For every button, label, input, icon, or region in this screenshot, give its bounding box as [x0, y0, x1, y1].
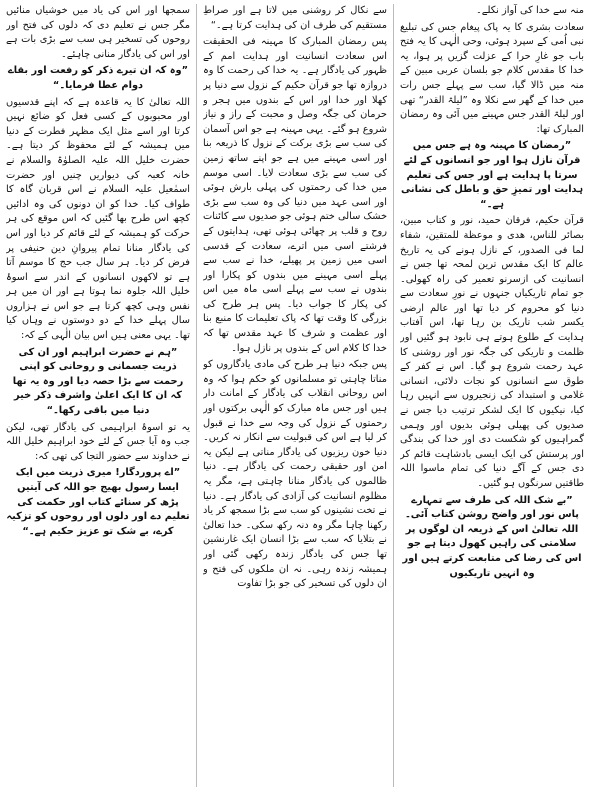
- paragraph: پس رمضان المبارک کا مہینہ فی الحقیقت اس سعادت انسانیت اور ہدایت امم کے ظہور کی یادگار ہے۔ یہ خدا کی رحمت کا وہ دروازہ تھا جو قرآن حکیم کے نزول سے دنیا پر کھلا اور خدا اور اس کے بندوں میں ہجر و حرمان کی جگہ وصل و محبت کے راز و نیاز شروع ہو گئے۔ یہی مہینہ ہے جو اس آسمان کی سب سے بڑی برکت کے نزول کا ذریعہ بنا اور اسی مہینے میں ہے جو اپنے ساتھ زمین کی سب سے بڑی سعادت لایا۔ اسی موسم میں خدا کی رحمتوں کی پہلی بارش ہوئی اور اسی عہد میں دنیا کی وہ سب سے بڑی خشک سالی ختم ہوئی جو صدیوں سے کائنات روح و قلب پر چھائی ہوئی تھی، ہدایتوں کے فرشتے اسی میں اترے، سعادت کے قدسی اسی میں زمین پر پھیلے، خدا نے سب سے پہلے اسی مہینے میں بندوں کو پکارا اور بندوں نے سب سے پہلے اسی ماہ میں اس کی پکار کا جواب دیا۔ پس ہر طرح کی بزرگی کا وقت تھا کہ پاک تعلیمات کا منبع بنا اور عظمت و شرف کا عہد مقدس تھا کہ خدا کا کلام اس کے بندوں پر نازل ہوا۔: [203, 36, 387, 354]
- column-right: [400, 4, 584, 787]
- column-middle: [203, 4, 387, 787]
- quote: ”ہم نے حضرت ابراہیم اور ان کی ذریت جسمانی و روحانی کو اپنی رحمت سے بڑا حصہ دیا اور وہ یہ تھا کہ ان کا ایک اعلیٰ واشرف ذکر خیر دنیا میں باقی رکھا۔“: [12, 346, 184, 417]
- paragraph: قرآن حکیم، فرقان حمید، نور و کتاب مبین، بصائر للناس، هدی و موعظة للمتقین، شفاء لما فی الصدور، کے نازل ہونے کی یہ تاریخ عالم کا ایک مقدس ترین لمحہ تھا جس نے انسانیت کی ازسرنو تعمیر کی راہ کھولی۔ جو تمام تاریکیاں جنہوں نے نورِ سعادت سے دنیا کو محروم کر دیا تھا اور عالم ارضی یکسر شب تاریک بن رہا تھا، اس آفتاب ہدایت کے طلوع ہوتے ہی نابود ہو گئیں اور ظلمت و تاریکی کی جگہ نور اور روشنی کا عہد رحمت شروع ہو گیا۔ اس نے کفر کے طوق سے انسانوں کو نجات دلائی، انسانی غلامی و استبداد کی زنجیروں سے انہیں رہا کیا، نیکیوں کا ایک لشکر ترتیب دیا جس نے صدیوں کی پھیلی ہوئی بدیوں اور وہمی گمراہیوں کو شکست دی اور خدا کی بندگی اور پرستش کی ایک ایسی بادشاہت قائم کر دی جس کے آگے دنیا کی تمام ماسوا اللہ طاقتیں سرنگوں ہو گئیں۔: [400, 215, 584, 489]
- paragraph: پس جبکہ دنیا ہر طرح کی مادی یادگاروں کو مناتا چاہتی تو مسلمانوں کو حکم ہوا کہ وہ اس روحانی انقلاب کی یادگار کے امانت دار ہیں اور جس ماہ مبارک کو الٰہی برکتوں اور رحمتوں کے نزول کی وجہ سے خدا نے قبول کر لیا ہے اس کی قبولیت سے انکار نہ کریں۔ دنیا خون ریزیوں کی یادگار مناتی ہے لیکن یہ امن اور حقیقی رحمت کی یادگار ہے۔ دنیا ظالموں کی یادگار منانا چاہتی ہے، مگر یہ مظلوم انسانیت کی آزادی کی یادگار ہے۔ دنیا نے تخت نشینوں کو سب سے بڑا سمجھ کر یاد رکھنا چاہا مگر وہ دنہ رکھ سکی۔ خدا تعالیٰ نے بتلایا کہ سب سے بڑا انسان ایک غارنشین تھا جس کی یادگار زندہ رکھی گئی اور ہمیشہ زندہ رہی۔ نہ ان ملکوں کی فتح و ان دلوں کی تسخیر کی جو بڑا تفاوت: [203, 359, 387, 590]
- quote: ”وہ کہ ان تیرے ذکر کو رفعت اور بقاے دوام عطا فرمایا۔“: [7, 65, 189, 91]
- quote: ”اے پروردگار! میری ذریت میں ایک ایسا رسول بھیج جو اللہ کی آیتیں پڑھ کر سنائے کتاب اور حکمت کی تعلیم دے اور دلوں اور روحوں کو تزکیہ کرے، بے شک تو عزیز حکیم ہے۔“: [6, 467, 190, 537]
- quote: ”رمضان کا مہینہ وہ ہے جس میں قرآن نازل ہوا اور جو انسانوں کے لئے سرتا پا ہدایت ہے اور جس کی تعلیم ہدایت اور تمیزِ حق و باطل کی نشانی ہے۔“: [401, 140, 583, 210]
- paragraph: سعادت بشری کا یہ پاک پیغام جس کی تبلیغ نبی اُمی کے سپرد ہوئی، وحی الٰہی کا یہ فتح باب جو غارِ حرا کے عزلت گزیں پر ہوا، یہ خدا کا مقدس کلام جو بلسان عربی مبین کے منہ میں ڈالا گیا، سب سے پہلے جس رات میں خدا کے گھر سے نکلا وہ ”لیلۃ القدر“ تھی اور لیلۃ القدر جس مہینے میں آئی وہ رمضان المبارک تھا:: [400, 21, 584, 135]
- paragraph: سے نکال کر روشنی میں لاتا ہے اور صراطِ مستقیم کی طرف ان کی ہدایت کرتا ہے۔“: [203, 5, 387, 31]
- column-left: [6, 4, 190, 787]
- paragraph: سمجھا اور اس کی یاد میں خوشیاں منائیں مگر جس نے تعلیم دی کہ دلوں کی فتح اور روحوں کی تسخیر ہی سب سے بڑی بات ہے اور اس کی یادگار منانی چاہئے۔: [6, 5, 190, 60]
- paragraph: یہ تو اسوۂ ابراہیمی کی یادگار تھی، لیکن جب وہ آیا جس کے لئے خود ابراہیم خلیل اللہ نے خداوند سے حضور التجا کی تھی کہ:: [6, 421, 190, 462]
- paragraph: منہ سے خدا کی آواز نکلے۔: [476, 5, 584, 16]
- column-divider: [393, 4, 394, 787]
- quote: ”بے شک اللہ کی طرف سے تمہارے پاس نور اور واضح روشن کتاب آئی۔ اللہ تعالیٰ اس کے ذریعہ ان لوگوں پر سلامتی کی راہیں کھول دیتا ہے جو اس کی رضا کی متابعت کرتے ہیں اور وہ انہیں تاریکیوں: [402, 494, 582, 579]
- column-divider: [196, 4, 197, 787]
- paragraph: اللہ تعالیٰ کا یہ قاعدہ ہے کہ اپنے قدسیوں اور محبوبوں کے کسی فعل کو ضائع نہیں کرتا اور اسے مثل ایک مظہر فطرت کے دنیا میں ہمیشہ کے لئے محفوظ کر دیتا ہے۔ حضرت خلیل اللہ علیہ الصلوٰۃ والسلام نے خانہ کعبہ کی دیواریں چنیں اور حضرت اسمٰعیل علیہ السلام نے اس قربان گاہ کا طواف کیا۔ خدا کو ان دونوں کی وہ ادائیں کچھ اس طرح بھا گئیں کہ اس موقع کی ہر حرکت کو ہمیشہ کے لئے قائم کر دیا اور اس کی یادگار منانا تمام پیروانِ دین حنیفی پر فرض کر دیا۔ ہر سال جب حج کا موسم آتا ہے تو لاکھوں انسانوں کے اندر سے اسوۂ خلیل اللہ جلوہ نما ہوتا ہے اور ان میں ہر نفس وہی کچھ کرتا ہے جو اس نے ہزاروں سال پہلے خدا کے دو دوستوں نے وہاں کیا تھا۔ یہی معنی ہیں اس بیان الٰہی کے کہ:: [6, 96, 190, 342]
